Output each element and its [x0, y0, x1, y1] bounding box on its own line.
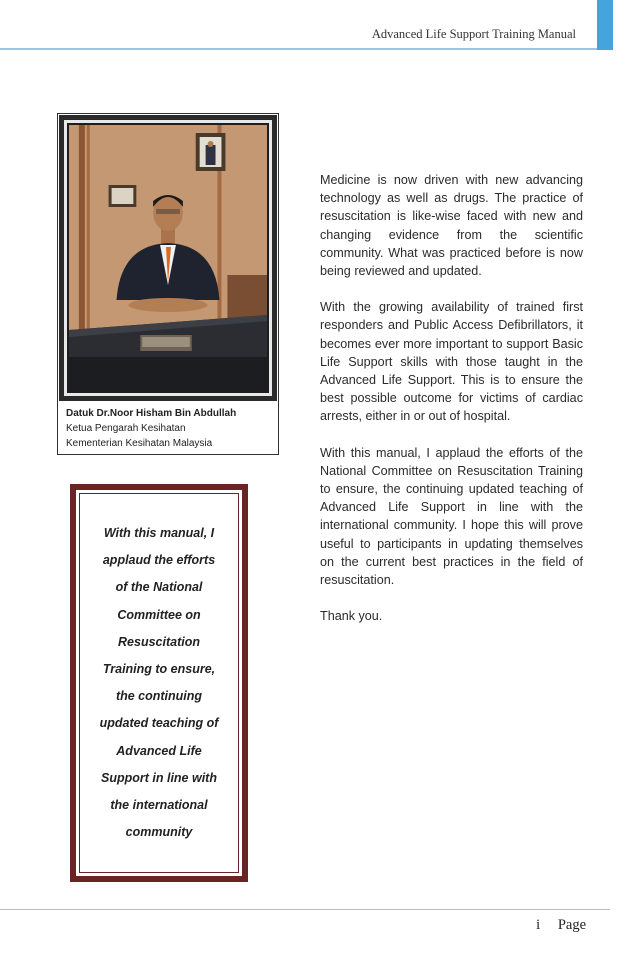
quote-line: of the National	[115, 580, 203, 595]
profile-name: Datuk Dr.Noor Hisham Bin Abdullah	[66, 408, 237, 419]
header-rule	[0, 48, 598, 50]
foreword-body	[320, 171, 583, 643]
quote-line: Advanced Life	[116, 743, 202, 758]
quote-line: Resuscitation	[118, 634, 200, 649]
quote-line: With this manual, I	[103, 526, 215, 540]
running-header-title: Advanced Life Support Training Manual	[371, 27, 576, 41]
header-accent-tab	[597, 0, 613, 50]
profile-organization: Kementerian Kesihatan Malaysia	[66, 438, 213, 449]
quote-line: Training to ensure,	[102, 662, 216, 677]
page-label: Page	[557, 917, 586, 933]
body-paragraph: With this manual, I applaud the efforts of the National Committee on Resuscitation Training to ensure, the continuing updated teaching of Advanced Life Support in line with the international community. I hope this will prove useful to participants in updating themselves on the current best practices in the field of resuscitation.	[320, 445, 583, 588]
page-footer	[536, 917, 586, 934]
quote-line: community	[125, 825, 193, 840]
closing-line: Thank you.	[320, 609, 383, 624]
quote-line: updated teaching of	[99, 716, 219, 731]
profile-position: Ketua Pengarah Kesihatan	[66, 423, 186, 434]
body-paragraph: Medicine is now driven with new advancing technology as well as drugs. The practice of resuscitation is like-wise faced with new and changing evidence from the scientific community. What was practiced before is now being reviewed and updated.	[320, 173, 583, 279]
page-number: i	[536, 917, 541, 933]
portrait-frame	[59, 115, 277, 401]
quote-line: Support in line with	[101, 770, 217, 785]
pull-quote-box	[70, 484, 248, 882]
portrait-photo	[64, 120, 272, 396]
pull-quote-text	[86, 520, 232, 846]
footer-rule	[0, 909, 610, 910]
quote-line: Committee on	[117, 607, 201, 622]
quote-line: applaud the efforts	[102, 553, 216, 568]
quote-line: the continuing	[115, 689, 203, 704]
body-paragraph: With the growing availability of trained first responders and Public Access Defibrillators, it becomes ever more important to support Basic Life Support skills with those taught in the Advanced Life Support. This is to ensure the best possible outcome for victims of cardiac arrests, either in or out of hospital.	[320, 300, 583, 424]
profile-card	[57, 113, 279, 455]
quote-line: the international	[110, 798, 208, 813]
profile-caption	[66, 406, 236, 451]
